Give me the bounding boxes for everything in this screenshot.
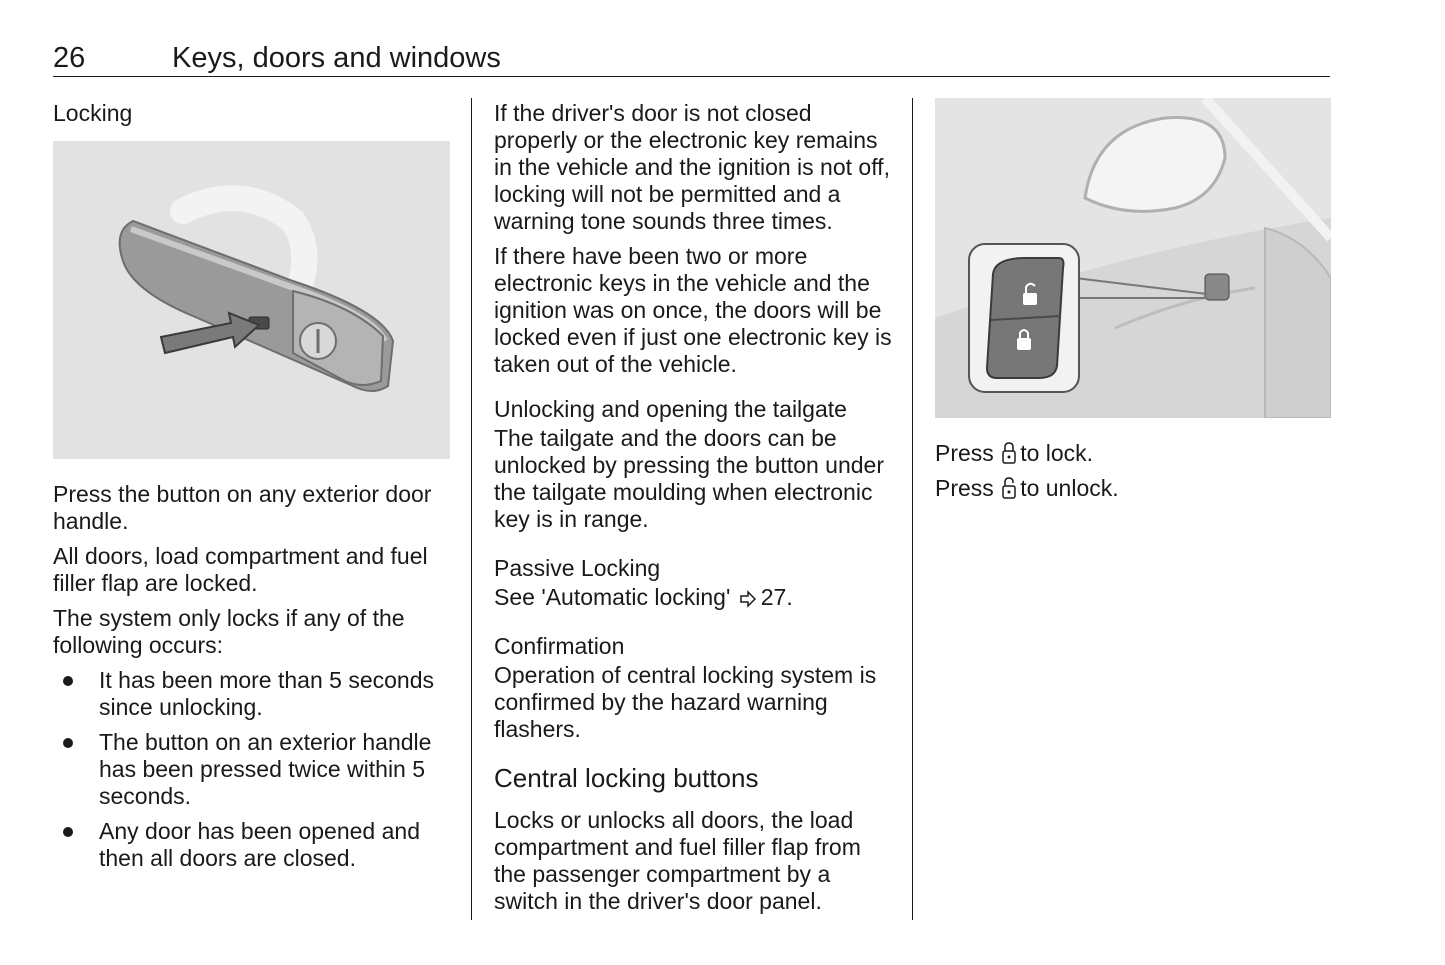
paragraph: All doors, load compartment and fuel filler flap are locked. bbox=[53, 543, 428, 596]
page-reference[interactable]: 27. bbox=[760, 584, 793, 610]
confirmation-heading: Confirmation bbox=[494, 633, 625, 659]
section-title: Keys, doors and windows bbox=[172, 42, 501, 74]
paragraph: Operation of central locking system is confirmed by the hazard warning flashers. bbox=[494, 662, 877, 742]
column-middle bbox=[494, 98, 894, 923]
lock-icon bbox=[1002, 442, 1016, 464]
paragraph: The tailgate and the doors can be unlocked by pressing the button under the tailgate moulding when electronic key is in range. bbox=[494, 425, 884, 532]
list-item: Any door has been opened and then all doors are closed. bbox=[53, 818, 451, 872]
column-divider bbox=[471, 98, 472, 920]
list-item: The button on an exterior handle has been pressed twice within 5 seconds. bbox=[53, 729, 451, 810]
condition-list bbox=[53, 667, 451, 872]
tailgate-heading: Unlocking and opening the tailgate bbox=[494, 396, 847, 422]
bullet-icon bbox=[63, 676, 73, 686]
locking-heading: Locking bbox=[53, 100, 133, 126]
central-locking-heading: Central locking buttons bbox=[494, 763, 759, 793]
paragraph: The system only locks if any of the following occurs: bbox=[53, 605, 405, 658]
unlock-icon bbox=[1002, 477, 1016, 499]
list-item: It has been more than 5 seconds since unlocking. bbox=[53, 667, 451, 721]
paragraph: If there have been two or more electronic keys in the vehicle and the ignition was on once, the doors will be locked even if just one electronic key is taken out of the vehicle. bbox=[494, 243, 892, 377]
column-right bbox=[935, 98, 1331, 510]
paragraph: If the driver's door is not closed properly or the electronic key remains in the vehicle and the ignition is not off, locking will not be permitted and a warning tone sounds three times. bbox=[494, 100, 890, 234]
passive-locking-heading: Passive Locking bbox=[494, 555, 661, 581]
door-handle-illustration-icon bbox=[53, 141, 450, 459]
bullet-icon bbox=[63, 738, 73, 748]
bullet-icon bbox=[63, 827, 73, 837]
paragraph: Press the button on any exterior door handle. bbox=[53, 481, 432, 534]
column-divider bbox=[912, 98, 913, 920]
paragraph: Locks or unlocks all doors, the load compartment and fuel filler flap from the passenger compartment by a switch in the driver's door panel. bbox=[494, 807, 861, 914]
page-reference-arrow-icon bbox=[739, 590, 757, 608]
column-left bbox=[53, 98, 451, 880]
paragraph: See 'Automatic locking' 27. bbox=[494, 584, 793, 610]
page-number: 26 bbox=[53, 42, 86, 74]
unlock-instruction: Press to unlock. bbox=[935, 475, 1119, 501]
lock-instruction: Press to lock. bbox=[935, 440, 1094, 466]
page-header bbox=[53, 40, 1330, 77]
door-panel-switch-illustration-icon bbox=[935, 98, 1331, 418]
